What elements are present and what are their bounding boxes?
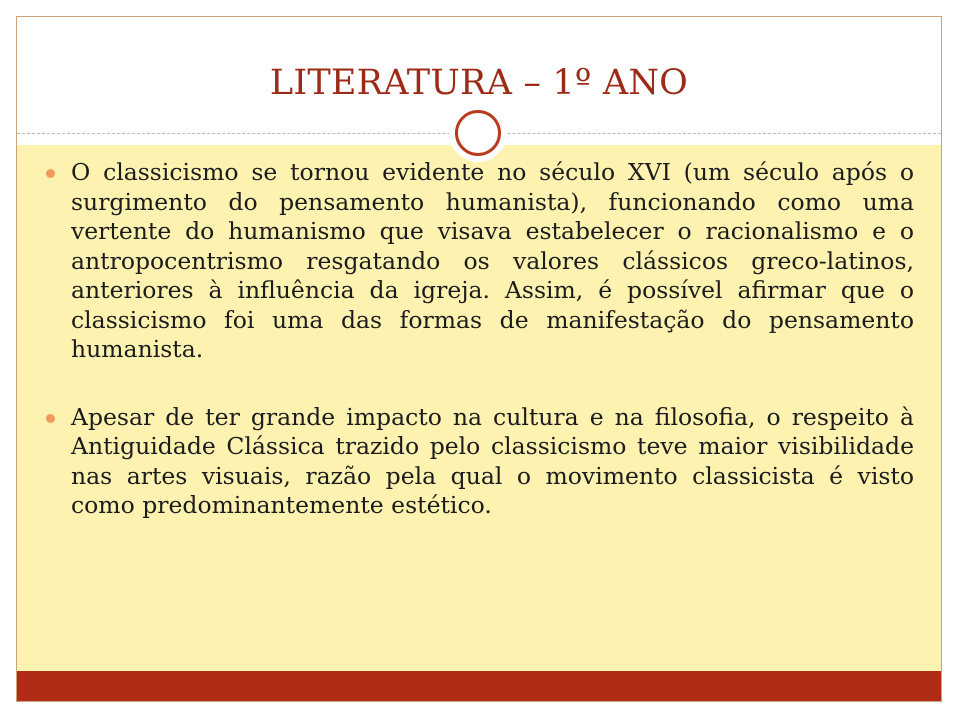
bullet-dot-icon [46, 414, 55, 423]
bullet-dot-icon [46, 169, 55, 178]
bullet-text: O classicismo se tornou evidente no século XVI (um século após o surgimento do pensamento humanista), funcionando como uma vertente do humanismo que visava estabelecer o racionalismo e o antropocentrismo resgatando os valores clássicos greco-latinos, anteriores à influência da igreja. Assim, é possível afirmar que o classicismo foi uma das formas de manifestação do pensamento humanista. [71, 158, 914, 363]
bullet-list [44, 158, 914, 559]
bullet-text: Apesar de ter grande impacto na cultura e na filosofia, o respeito à Antiguidade Clássica trazido pelo classicismo teve maior visibilidade nas artes visuais, razão pela qual o movimento classicista é visto como predominantemente estético. [71, 402, 914, 519]
bullet-item [44, 158, 914, 365]
footer-bar [17, 671, 941, 701]
slide-title: LITERATURA – 1º ANO [269, 63, 689, 103]
bullet-item [44, 403, 914, 521]
ring-circle-icon [455, 110, 501, 156]
